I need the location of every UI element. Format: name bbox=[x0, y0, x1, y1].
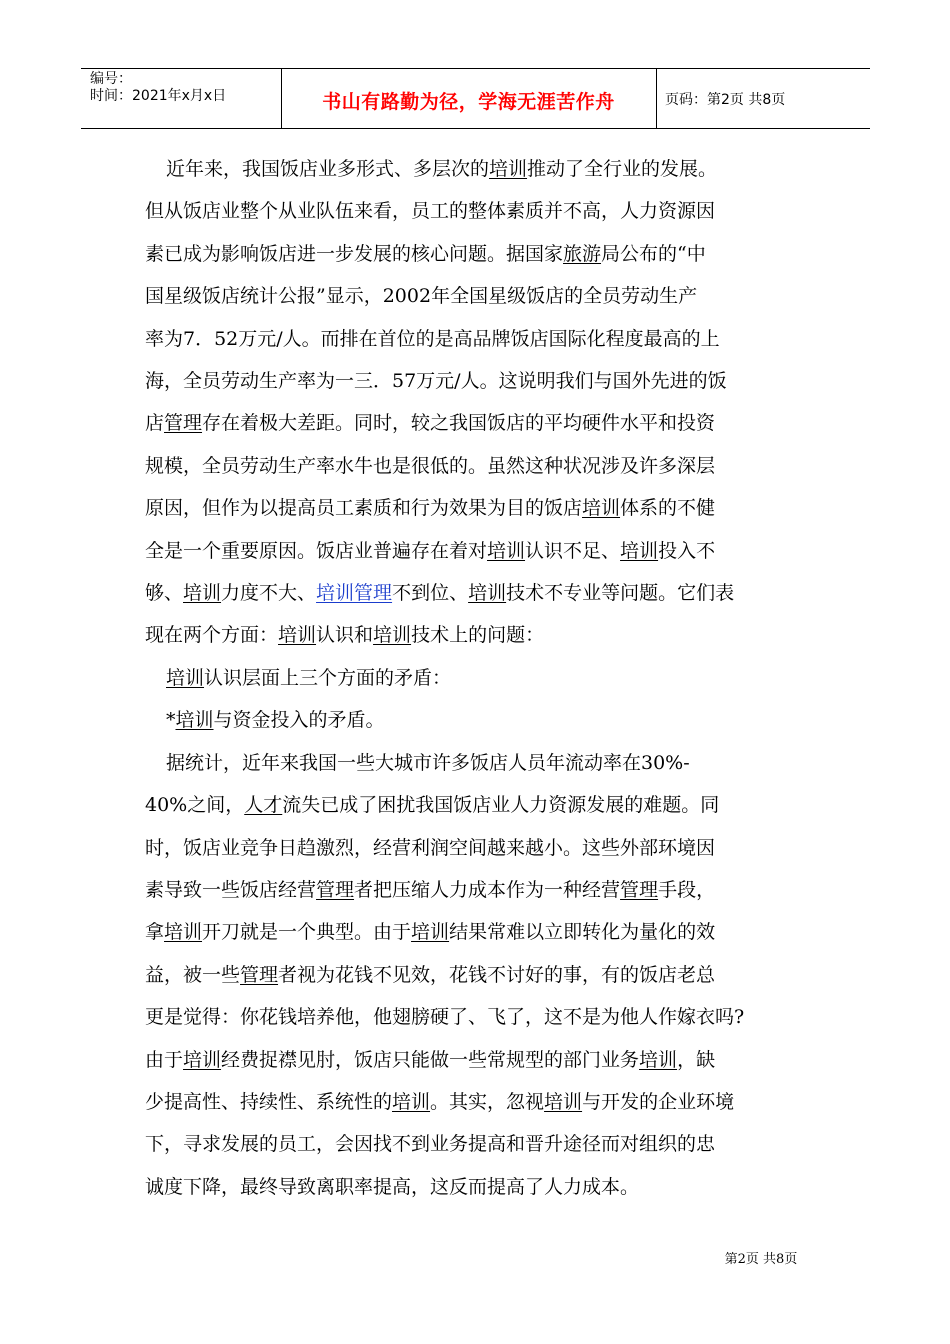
document-body bbox=[145, 148, 815, 1208]
paragraph-intro bbox=[145, 148, 815, 657]
keyword-link[interactable]: 人才 bbox=[244, 794, 283, 817]
keyword-link[interactable]: 培训 bbox=[166, 666, 205, 689]
text-line: 近年来，我国饭店业多形式、多层次的培训推动了全行业的发展。 bbox=[166, 158, 718, 180]
text-line: 少提高性、持续性、系统性的培训。其实，忽视培训与开发的企业环境 bbox=[145, 1090, 735, 1113]
keyword-link[interactable]: 管理 bbox=[316, 878, 355, 901]
paragraph-subheading bbox=[145, 657, 815, 699]
text-line: 全是一个重要原因。饭店业普遍存在着对培训认识不足、培训投入不 bbox=[145, 539, 716, 562]
keyword-link[interactable]: 培训 bbox=[164, 921, 203, 944]
keyword-link[interactable]: 培训 bbox=[373, 624, 412, 647]
page-footer: 第2页 共8页 bbox=[724, 1252, 798, 1267]
text-line: 但从饭店业整个从业队伍来看，员工的整体素质并不高，人力资源因 bbox=[145, 200, 716, 223]
header-motto: 书山有路勤为径，学海无涯苦作舟 bbox=[322, 91, 615, 113]
keyword-link[interactable]: 培训 bbox=[582, 497, 621, 520]
header-page-cell bbox=[656, 69, 870, 128]
text-line: 国星级饭店统计公报”显示，2002年全国星级饭店的全员劳动生产 bbox=[145, 285, 698, 308]
keyword-link[interactable]: 培训 bbox=[468, 582, 507, 605]
keyword-link[interactable]: 旅游 bbox=[563, 242, 602, 265]
text-line: 拿培训开刀就是一个典型。由于培训结果常难以立即转化为量化的效 bbox=[145, 921, 716, 944]
text-line: 原因，但作为以提高员工素质和行为效果为目的饭店培训体系的不健 bbox=[145, 497, 716, 520]
text-line: 40%之间，人才流失已成了困扰我国饭店业人力资源发展的难题。同 bbox=[145, 794, 720, 817]
text-line: 海，全员劳动生产率为一三．57万元/人。这说明我们与国外先进的饭 bbox=[145, 370, 727, 393]
keyword-link[interactable]: 培训 bbox=[175, 709, 214, 732]
keyword-link[interactable]: 培训 bbox=[183, 1048, 222, 1071]
text-line: 据统计，近年来我国一些大城市许多饭店人员年流动率在30%- bbox=[166, 751, 690, 774]
keyword-link[interactable]: 培训 bbox=[620, 539, 659, 562]
page-header bbox=[81, 68, 870, 129]
paragraph-statistics bbox=[145, 742, 815, 1208]
paragraph-bullet bbox=[145, 699, 815, 741]
text-line: 更是觉得：你花钱培养他，他翅膀硬了、飞了，这不是为他人作嫁衣吗? bbox=[145, 1006, 745, 1029]
keyword-link[interactable]: 培训 bbox=[278, 624, 317, 647]
keyword-link[interactable]: 培训 bbox=[392, 1090, 431, 1113]
text-line: 益，被一些管理者视为花钱不见效，花钱不讨好的事，有的饭店老总 bbox=[145, 963, 716, 986]
document-time-label: 时间：2021年x月x日 bbox=[90, 88, 227, 104]
keyword-link[interactable]: 培训 bbox=[183, 582, 222, 605]
keyword-link[interactable]: 培训 bbox=[489, 158, 528, 180]
text-line: 由于培训经费捉襟见肘，饭店只能做一些常规型的部门业务培训，缺 bbox=[145, 1048, 716, 1071]
text-line: 下，寻求发展的员工，会因找不到业务提高和晋升途径而对组织的忠 bbox=[145, 1133, 716, 1156]
text-line: 培训认识层面上三个方面的矛盾： bbox=[166, 666, 452, 689]
training-management-link[interactable]: 培训管理 bbox=[316, 582, 393, 605]
keyword-link[interactable]: 管理 bbox=[620, 878, 659, 901]
header-page-code: 页码：第2页 共8页 bbox=[665, 92, 786, 108]
text-line: 素已成为影响饭店进一步发展的核心问题。据国家旅游局公布的“中 bbox=[145, 242, 706, 265]
keyword-link[interactable]: 培训 bbox=[487, 539, 526, 562]
keyword-link[interactable]: 培训 bbox=[411, 921, 450, 944]
document-number-label: 编号： bbox=[90, 71, 132, 87]
keyword-link[interactable]: 管理 bbox=[164, 412, 203, 435]
text-line: 现在两个方面：培训认识和培训技术上的问题： bbox=[145, 624, 545, 647]
text-line: 时，饭店业竞争日趋激烈，经营利润空间越来越小。这些外部环境因 bbox=[145, 836, 716, 859]
header-meta-cell bbox=[81, 69, 282, 128]
text-line: 素导致一些饭店经营管理者把压缩人力成本作为一种经营管理手段， bbox=[145, 878, 716, 901]
header-motto-cell bbox=[281, 69, 657, 128]
text-line: 店管理存在着极大差距。同时，较之我国饭店的平均硬件水平和投资 bbox=[145, 412, 716, 435]
text-line: *培训与资金投入的矛盾。 bbox=[166, 709, 385, 732]
keyword-link[interactable]: 培训 bbox=[639, 1048, 678, 1071]
text-line: 率为7．52万元/人。而排在首位的是高品牌饭店国际化程度最高的上 bbox=[145, 327, 720, 350]
keyword-link[interactable]: 管理 bbox=[240, 963, 279, 986]
text-line: 诚度下降，最终导致离职率提高，这反而提高了人力成本。 bbox=[145, 1175, 640, 1198]
text-line: 规模，全员劳动生产率水牛也是很低的。虽然这种状况涉及许多深层 bbox=[145, 454, 716, 477]
keyword-link[interactable]: 培训 bbox=[544, 1090, 583, 1113]
text-line: 够、培训力度不大、培训管理不到位、培训技术不专业等问题。它们表 bbox=[145, 582, 735, 605]
